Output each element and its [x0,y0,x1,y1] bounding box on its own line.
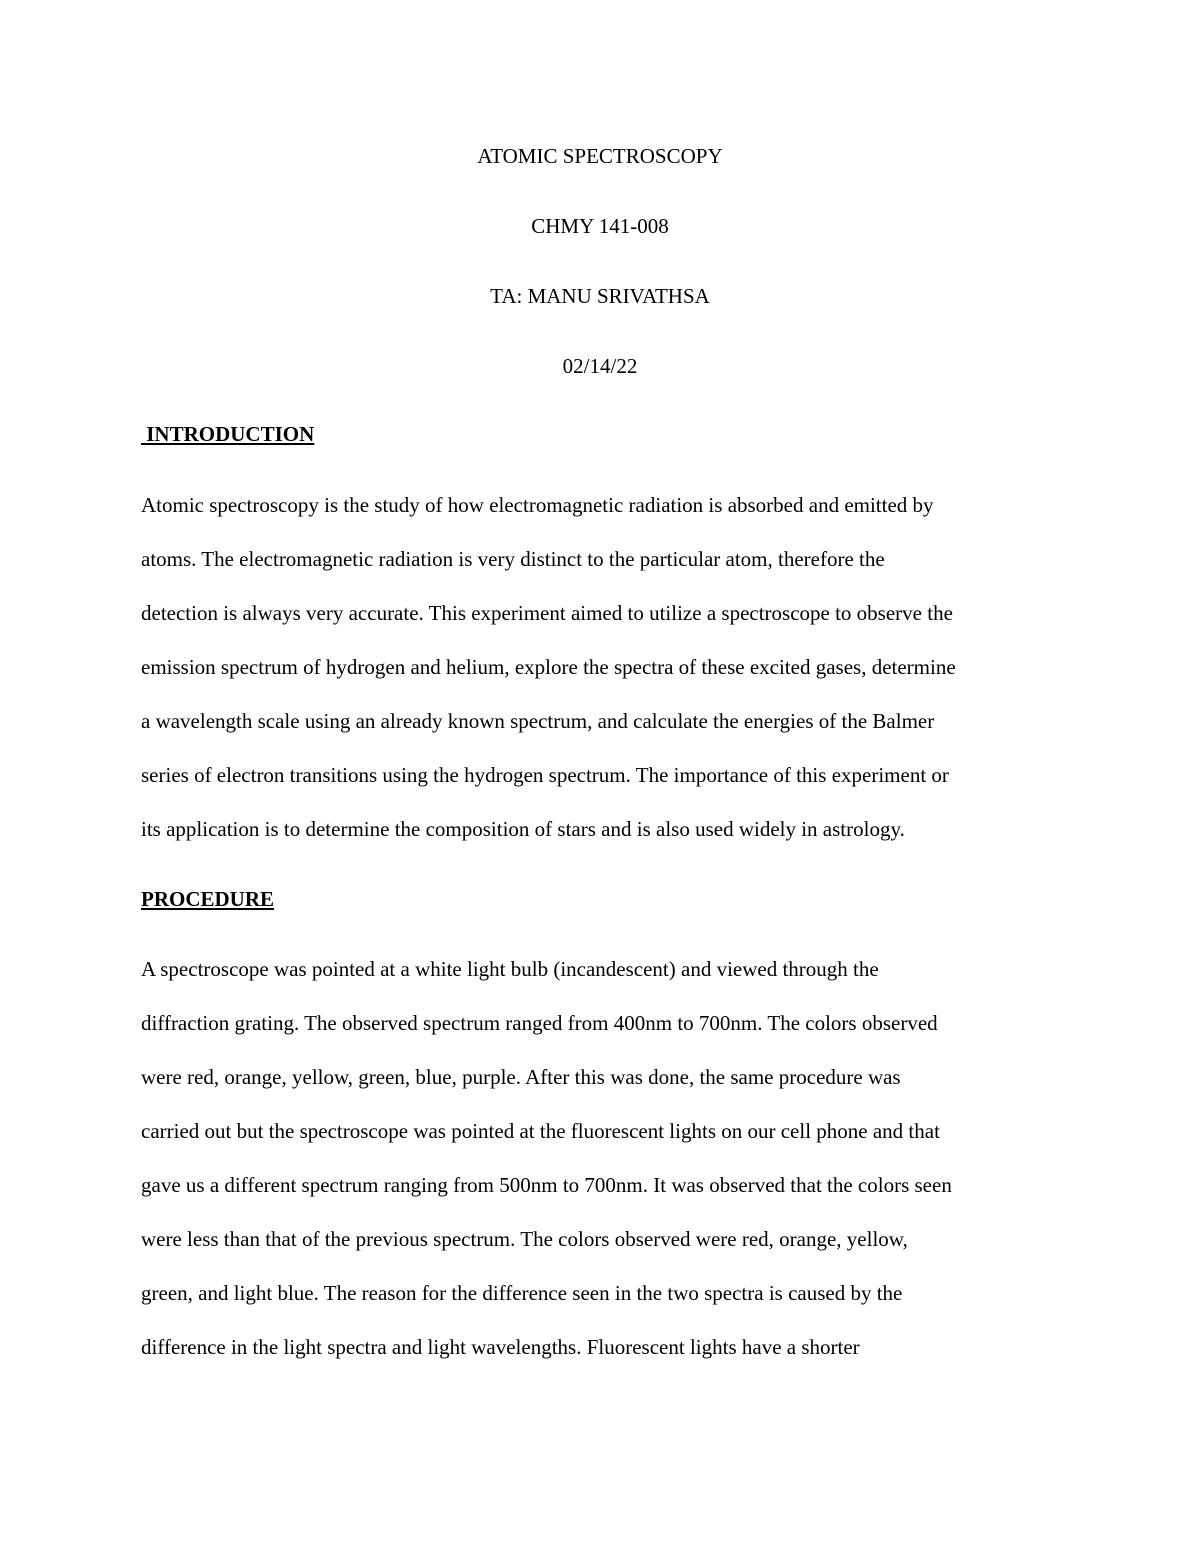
report-date: 02/14/22 [562,354,638,378]
introduction-line: Atomic spectroscopy is the study of how electromagnetic radiation is absorbed and emitted by [141,493,934,517]
introduction-line: detection is always very accurate. This experiment aimed to utilize a spectroscope to observe the [141,601,953,625]
procedure-line: green, and light blue. The reason for the difference seen in the two spectra is caused by the [141,1281,903,1305]
introduction-line: atoms. The electromagnetic radiation is very distinct to the particular atom, therefore the [141,547,885,571]
introduction-line: its application is to determine the composition of stars and is also used widely in astrology. [141,817,905,841]
procedure-line: were less than that of the previous spectrum. The colors observed were red, orange, yellow, [141,1227,908,1251]
procedure-line: were red, orange, yellow, green, blue, purple. After this was done, the same procedure was [141,1065,901,1089]
teaching-assistant: TA: MANU SRIVATHSA [490,284,710,308]
introduction-line: emission spectrum of hydrogen and helium, explore the spectra of these excited gases, determine [141,655,956,679]
procedure-heading: PROCEDURE [141,887,275,911]
course-code: CHMY 141-008 [531,214,669,238]
procedure-line: gave us a different spectrum ranging from 500nm to 700nm. It was observed that the colors seen [141,1173,952,1197]
report-title: ATOMIC SPECTROSCOPY [477,144,723,168]
introduction-heading: INTRODUCTION [141,422,315,446]
procedure-line: carried out but the spectroscope was pointed at the fluorescent lights on our cell phone and that [141,1119,940,1143]
introduction-line: series of electron transitions using the hydrogen spectrum. The importance of this experiment or [141,763,949,787]
procedure-line: A spectroscope was pointed at a white light bulb (incandescent) and viewed through the [141,957,879,981]
introduction-line: a wavelength scale using an already known spectrum, and calculate the energies of the Balmer [141,709,935,733]
procedure-line: diffraction grating. The observed spectrum ranged from 400nm to 700nm. The colors observed [141,1011,938,1035]
procedure-line: difference in the light spectra and light wavelengths. Fluorescent lights have a shorter [141,1335,860,1359]
